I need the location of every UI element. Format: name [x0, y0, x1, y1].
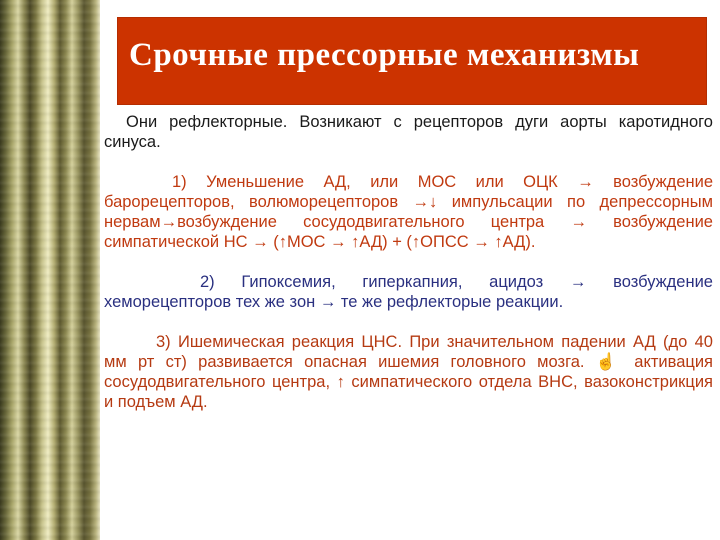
intro-text: Они рефлекторные. Возникают с рецепторов дуги аорты каротидного синуса. — [104, 113, 713, 151]
slide-body — [104, 112, 713, 412]
item-1-paragraph: 1) Уменьшение АД, или МОС или ОЦК → возбуждение барорецепторов, волюморецепторов →↓ импульсации по депрессорным нервам→возбуждение сосудодвигательного центра → возбуждение симпатической НС → (↑МОС → ↑АД) + (↑ОПСС → ↑АД). — [104, 173, 713, 251]
item-3-paragraph: 3) Ишемическая реакция ЦНС. При значительном падении АД (до 40 мм рт ст) развивается опасная ишемия головного мозга. ☝ активация сосудодвигательного центра, ↑ симпатического отдела ВНС, вазоконстрикция и подъем АД. — [104, 333, 713, 411]
title-banner — [117, 17, 707, 105]
slide-title: Срочные прессорные механизмы — [129, 37, 640, 73]
intro-paragraph — [104, 112, 713, 152]
item-2-paragraph: 2) Гипоксемия, гиперкапния, ацидоз → возбуждение хеморецепторов тех же зон → те же рефлекторые реакции. — [104, 273, 713, 311]
decorative-side-panel — [0, 0, 100, 540]
